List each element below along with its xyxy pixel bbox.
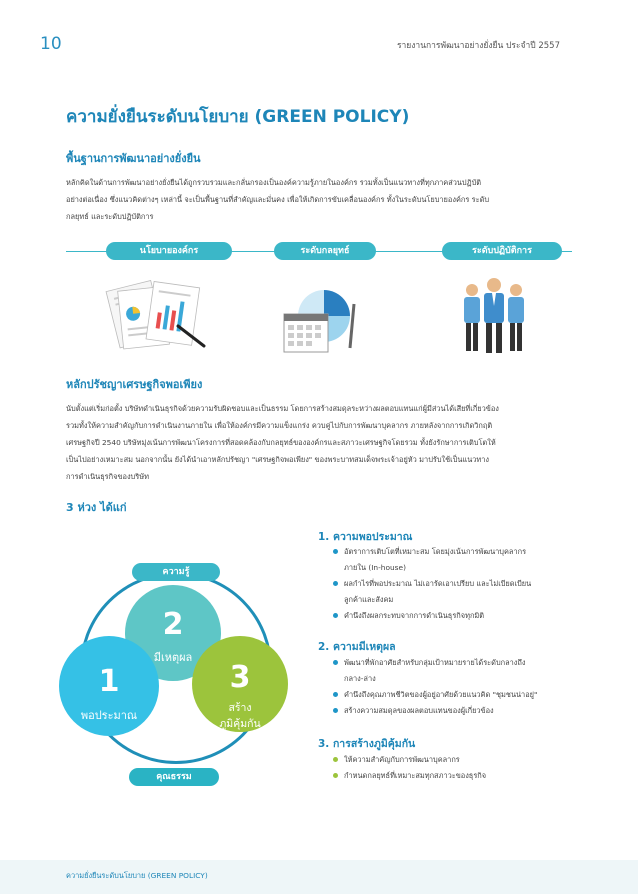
section-paragraph-sufficiency-economy [66,400,576,485]
pill-corporate-policy: นโยบายองค์กร [106,242,232,260]
circle-number: 3 [229,660,251,695]
page-title: ความยั่งยืนระดับนโยบาย (GREEN POLICY) [66,107,410,127]
circle-label-line: ภูมิคุ้มกัน [219,718,261,730]
list-item: อัตราการเติบโตที่เหมาะสม โดยมุ่งเน้นการพัฒนาบุคลากร ภายใน (In-house) [332,544,582,576]
list-item: สร้างความสมดุลของผลตอบแทนของผู้เกี่ยวข้อง [332,703,582,719]
list-item: ผลกำไรที่พอประมาณ ไม่เอารัดเอาเปรียบ และไม่เบียดเบียน ลูกค้าและสังคม [332,576,582,608]
report-title: รายงานการพัฒนาอย่างยั่งยืน ประจำปี 2557 [396,41,560,51]
circle-number: 2 [162,607,184,642]
paragraph-line: เป็นไปอย่างเหมาะสม นอกจากนั้น ยังได้นำเอาหลักปรัชญา "เศรษฐกิจพอเพียง" ของพระบาทสมเด็จพระเจ้าอยู่หัว มาปรับใช้เป็นแนวทาง [66,455,490,464]
section-heading-sufficiency-economy: หลักปรัชญาเศรษฐกิจพอเพียง [66,378,203,391]
documents-illustration-icon [100,272,212,354]
list-item: คำนึงถึงผลกระทบจากการดำเนินธุรกิจทุกมิติ [332,608,582,624]
list-moderation [332,544,582,624]
label-morality: คุณธรรม [129,768,219,786]
calendar-chart-illustration-icon [280,286,364,354]
list-item: คำนึงถึงคุณภาพชีวิตของผู้อยู่อาศัยด้วยแนวคิด "ชุมชนน่าอยู่" [332,687,582,703]
item-heading-reasonableness: 2. ความมีเหตุผล [318,641,396,653]
circle-label: พอประมาณ [80,709,138,722]
team-people-illustration-icon [460,276,528,354]
paragraph-line: นับตั้งแต่เริ่มก่อตั้ง บริษัทดำเนินธุรกิจด้วยความรับผิดชอบและเป็นธรรม โดยการสร้างสมดุลระหว่างผลตอบแทนแก่ผู้มีส่วนได้เสียที่เกี่ยวข้อง [66,404,499,413]
paragraph-line: เศรษฐกิจปี 2540 บริษัทมุ่งเน้นการพัฒนาโครงการที่สอดคล้องกับกลยุทธ์ขององค์กรและสภาวะเศรษฐกิจโดยรวม ทั้งยังรักษาการเติบโตให้ [66,438,496,447]
item-heading-moderation: 1. ความพอประมาณ [318,531,413,543]
circle-label [192,700,288,732]
list-item: พัฒนาที่พักอาศัยสำหรับกลุ่มเป้าหมายรายได้ระดับกลางถึง กลาง-ล่าง [332,655,582,687]
three-rings-heading: 3 ห่วง ได้แก่ [66,501,127,514]
item-heading-immunity: 3. การสร้างภูมิคุ้มกัน [318,738,416,750]
section-heading-foundation: พื้นฐานการพัฒนาอย่างยั่งยืน [66,152,201,165]
paragraph-line: อย่างต่อเนื่อง ซึ่งแนวคิดต่างๆ เหล่านี้ จะเป็นพื้นฐานที่สำคัญและมั่นคง เพื่อให้เกิดการขับเคลื่อนองค์กร ทั้งในระดับนโยบายองค์กร ระดับ [66,195,490,204]
paragraph-line: รวมทั้งให้ความสำคัญกับการดำเนินงานภายใน เพื่อให้องค์กรมีความแข็งแกร่ง ควบคู่ไปกับการพัฒนาบุคลากร ภายหลังจากการเกิดวิกฤติ [66,421,493,430]
pill-strategy-level: ระดับกลยุทธ์ [274,242,376,260]
label-knowledge: ความรู้ [132,563,220,581]
circle-immunity [192,636,288,732]
paragraph-line: กลยุทธ์ และระดับปฏิบัติการ [66,212,154,221]
circle-label-line: สร้าง [228,702,252,714]
pill-operation-level: ระดับปฏิบัติการ [442,242,562,260]
circle-moderation [59,636,159,736]
list-item: กำหนดกลยุทธ์ที่เหมาะสมทุกสภาวะของธุรกิจ [332,768,582,784]
circle-number: 1 [98,664,120,699]
list-immunity [332,752,582,784]
paragraph-line: การดำเนินธุรกิจของบริษัท [66,472,149,481]
list-item: ให้ความสำคัญกับการพัฒนาบุคลากร [332,752,582,768]
page-number: 10 [40,34,62,54]
footer-section-title: ความยั่งยืนระดับนโยบาย (GREEN POLICY) [66,871,208,880]
list-reasonableness [332,655,582,719]
paragraph-line: หลักคิดในด้านการพัฒนาอย่างยั่งยืนได้ถูกรวบรวมและกลั่นกรองเป็นองค์ความรู้ภายในองค์กร รวมทั้งเป็นแนวทางที่ทุกภาคส่วนปฏิบัติ [66,178,482,187]
section-paragraph-foundation [66,174,576,225]
circle-label: มีเหตุผล [153,651,193,664]
